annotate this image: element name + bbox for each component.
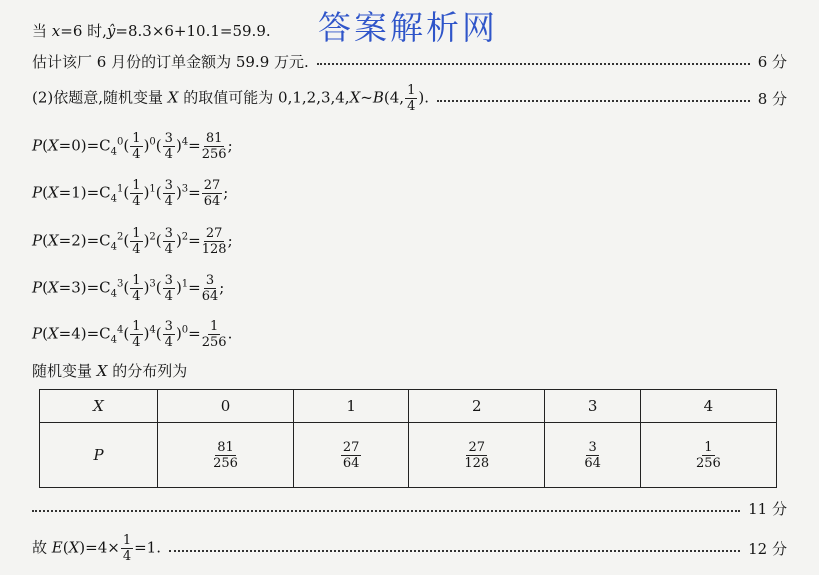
table-cell: 0: [158, 390, 294, 423]
table-cell: 3: [545, 390, 641, 423]
table-cell: $\frac{27}{64}$: [294, 423, 409, 488]
score-11: 11 分: [748, 500, 787, 518]
prob-line-3: $P(X=3)=C_4^3$( $\frac{1}{4}$ )$^3$( $\frac{3}{4}$ )$^1$= $\frac{3}{64}$ ;: [32, 273, 225, 304]
fraction: $\frac{1}{4}$: [407, 83, 416, 114]
dot-leader: [317, 63, 750, 65]
prob-line-4: $P(X=4)=C_4^4$( $\frac{1}{4}$ )$^4$( $\frac{3}{4}$ )$^0$= $\frac{1}{256}$ .: [32, 319, 233, 350]
dot-leader: [437, 100, 750, 102]
dot-leader: [169, 550, 740, 552]
score-6: 6 分: [757, 53, 787, 71]
table-header-x: X: [40, 390, 158, 423]
prob-line-1: $P(X=1)=C_4^1$( $\frac{1}{4}$ )$^1$( $\frac{3}{4}$ )$^3$= $\frac{27}{64}$ ;: [32, 178, 229, 209]
table-cell: $\frac{27}{128}$: [409, 423, 545, 488]
table-cell: 1: [294, 390, 409, 423]
distribution-label: 随机变量 X 的分布列为: [32, 362, 188, 380]
table-cell: $\frac{3}{64}$: [545, 423, 641, 488]
table-cell: 2: [409, 390, 545, 423]
table-cell: $\frac{81}{256}$: [158, 423, 294, 488]
score-line-11: [32, 498, 787, 519]
table-header-p: P: [40, 423, 158, 488]
score-12: 12 分: [748, 540, 787, 558]
prob-line-2: $P(X=2)=C_4^2$( $\frac{1}{4}$ )$^2$( $\frac{3}{4}$ )$^2$= $\frac{27}{128}$ ;: [32, 226, 233, 257]
solution-line-final: 故 E(X)=4× $\frac{1}{4}$ =1. 12 分: [32, 533, 787, 564]
distribution-table: [39, 389, 777, 488]
fraction: $\frac{1}{4}$: [122, 533, 132, 564]
table-row: [40, 390, 777, 423]
score-8: 8 分: [757, 90, 787, 108]
solution-line-1: 当 x=6 时,ŷ=8.3×6+10.1=59.9.: [32, 22, 271, 40]
solution-line-2: 估计该厂 6 月份的订单金额为 59.9 万元. 6 分: [32, 53, 787, 71]
table-cell: 4: [640, 390, 776, 423]
watermark-text: 答案解析网: [318, 8, 498, 47]
table-row: [40, 423, 777, 488]
solution-line-3: (2)依题意,随机变量 X 的取值可能为 0,1,2,3,4,X~B(4, $\frac{1}{4}$ ). 8 分: [32, 83, 787, 114]
prob-line-0: $P(X=0)=C_4^0$( $\frac{1}{4}$ )$^0$( $\frac{3}{4}$ )$^4$= $\frac{81}{256}$ ;: [32, 131, 233, 162]
table-cell: $\frac{1}{256}$: [640, 423, 776, 488]
dot-leader: [32, 510, 740, 512]
